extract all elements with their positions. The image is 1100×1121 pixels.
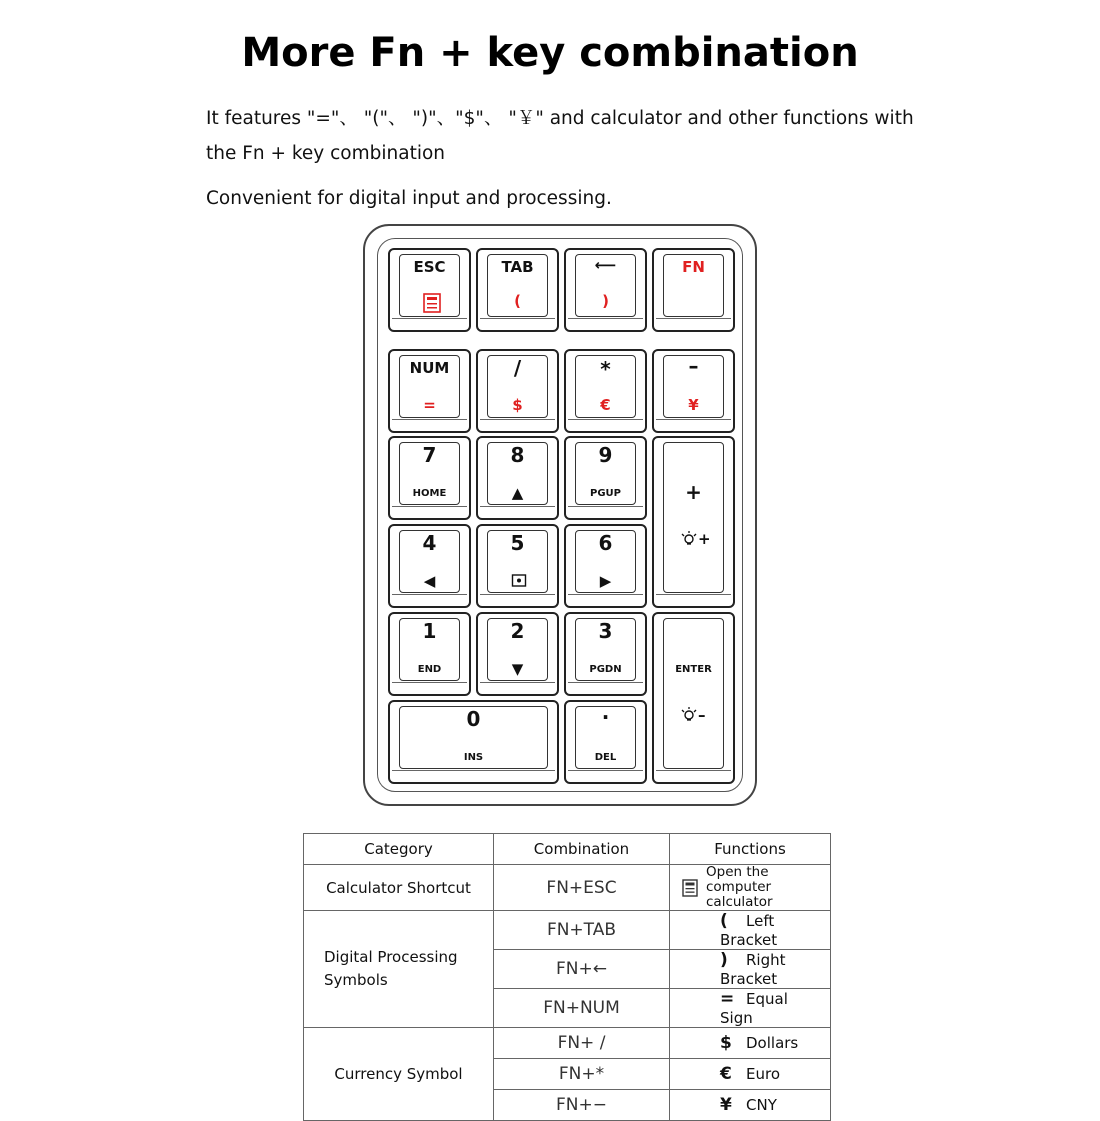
header-functions: Functions [670,834,831,865]
table-header-row [304,834,831,865]
key-slash-fn: $ [512,396,523,414]
key-enter [652,612,735,784]
function-symbol: ) [720,950,728,970]
key-3-sub: PGDN [589,664,622,675]
numeric-keypad [363,224,757,806]
key-fn [652,248,735,332]
category-currency: Currency Symbol [304,1028,494,1121]
backlight-up-label: + [698,530,711,548]
key-num [388,349,471,433]
table-row [304,865,831,911]
intro-text [206,101,926,171]
key-1 [388,612,471,696]
category-digital-line-1: Digital Processing [324,948,458,966]
key-9-label: 9 [598,443,613,467]
function-cell [670,1059,831,1090]
key-esc [388,248,471,332]
header-combination: Combination [494,834,670,865]
key-backspace [564,248,647,332]
intro-line-1: It features "="、 "("、 ")"、"$"、 "￥" and calculator and other functions with [206,108,914,129]
intro-line-2: the Fn + key combination [206,143,446,164]
combination-cell: FN+ / [494,1028,670,1059]
key-6 [564,524,647,608]
fn-combination-table [303,833,831,1121]
combination-cell: FN+NUM [494,989,670,1028]
table-row [304,911,831,950]
function-symbol: € [720,1064,732,1084]
key-6-label: 6 [598,531,613,555]
key-7-label: 7 [422,443,437,467]
key-plus-label: + [685,480,702,504]
key-backspace-label: ⟵ [594,256,617,274]
page-title: More Fn + key combination [241,30,859,76]
key-plus [652,436,735,608]
category-calculator: Calculator Shortcut [304,865,494,911]
key-tab-label: TAB [501,258,534,276]
function-text: Dollars [746,1034,799,1052]
function-text: CNY [746,1096,777,1114]
key-dot [564,700,647,784]
key-8 [476,436,559,520]
backlight-down [680,706,720,726]
combination-cell: FN+− [494,1090,670,1121]
function-cell [670,950,831,989]
key-asterisk-label: * [600,357,611,381]
key-7-sub: HOME [412,488,447,499]
light-mode-icon [511,572,527,588]
function-cell [670,865,831,911]
key-0 [388,700,559,784]
key-2-sub: ▼ [511,660,524,678]
key-0-sub: INS [463,752,484,763]
key-asterisk-fn: € [600,396,611,414]
key-5 [476,524,559,608]
combination-cell: FN+* [494,1059,670,1090]
key-1-label: 1 [422,619,437,643]
key-4-label: 4 [422,531,437,555]
function-symbol: ( [720,911,728,931]
key-minus-fn: ¥ [688,396,699,414]
key-dot-sub: DEL [594,752,617,763]
key-6-sub: ▶ [599,572,612,590]
key-3-label: 3 [598,619,613,643]
key-9 [564,436,647,520]
combination-cell: FN+TAB [494,911,670,950]
key-4 [388,524,471,608]
function-cell [670,1028,831,1059]
function-text-line-1: Open the computer [706,864,772,895]
function-text: Euro [746,1065,780,1083]
key-1-sub: END [417,664,442,675]
key-2 [476,612,559,696]
function-symbol: ¥ [720,1095,732,1115]
key-fn-label: FN [682,258,705,276]
key-2-label: 2 [510,619,525,643]
function-text: Left Bracket [720,912,778,949]
key-8-sub: ▲ [511,484,524,502]
key-8-label: 8 [510,443,525,467]
key-dot-label: · [601,705,610,729]
key-slash-label: / [513,356,522,380]
key-3 [564,612,647,696]
calculator-icon [682,879,698,897]
key-asterisk [564,349,647,433]
function-symbol: = [720,989,735,1009]
key-enter-label: ENTER [675,664,712,675]
key-5-label: 5 [510,531,525,555]
combination-cell: FN+← [494,950,670,989]
function-text-line-2: calculator [706,894,773,910]
table-row [304,1028,831,1059]
backlight-down-label: – [698,706,706,724]
category-digital-line-2: Symbols [324,971,388,989]
function-text: Equal Sign [720,990,788,1027]
light-bulb-icon [680,706,698,724]
key-num-label: NUM [409,359,450,377]
category-digital [304,911,494,1028]
key-minus-label: – [688,354,699,378]
key-slash [476,349,559,433]
header-category: Category [304,834,494,865]
function-cell [670,989,831,1028]
intro-line-3: Convenient for digital input and processing. [206,188,612,209]
calculator-icon [423,293,441,313]
light-bulb-icon [680,530,698,548]
key-7 [388,436,471,520]
function-text: Right Bracket [720,951,786,988]
key-minus [652,349,735,433]
function-symbol: $ [720,1033,732,1053]
backlight-up [680,530,720,550]
key-backspace-fn: ) [602,292,609,310]
combination-cell: FN+ESC [494,865,670,911]
function-cell [670,1090,831,1121]
key-0-label: 0 [466,707,481,731]
key-tab [476,248,559,332]
function-cell [670,911,831,950]
key-esc-label: ESC [413,258,446,276]
key-9-sub: PGUP [590,488,621,499]
key-num-fn: = [423,396,436,414]
key-4-sub: ◀ [423,572,436,590]
key-tab-fn: ( [514,292,521,310]
